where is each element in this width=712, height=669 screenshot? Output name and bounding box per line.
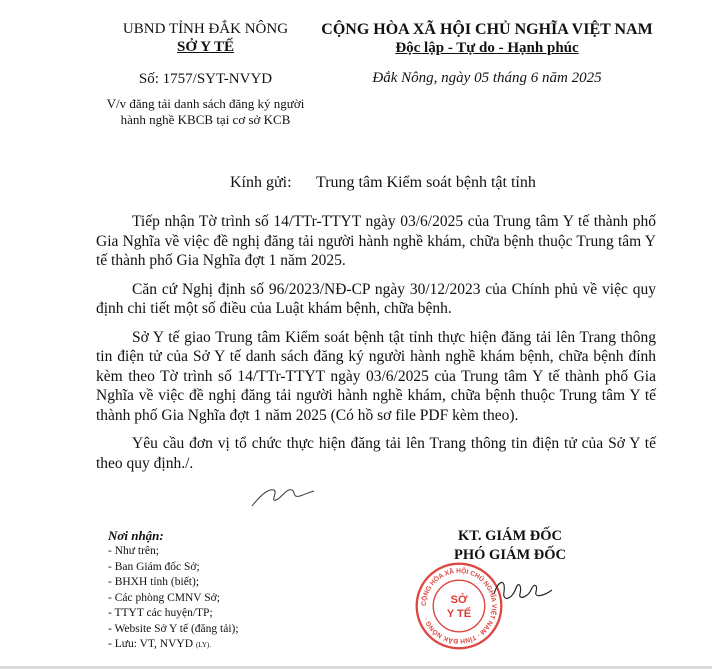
recipient-item: - BHXH tỉnh (biết); (108, 576, 200, 588)
body-paragraph-1: Tiếp nhận Tờ trình số 14/TTr-TTYT ngày 03/6/2025 của Trung tâm Y tế thành phố Gia Nghĩa về việc đề nghị đăng tải người hành nghề khám, chữa bệnh thuộc Trung tâm Y tế thành phố Gia Nghĩa đợt 1 năm 2025. (96, 213, 656, 269)
recipient-item-last (108, 637, 348, 654)
recipient-item: - TTYT các huyện/TP; (108, 607, 213, 619)
stamp-ring-text: CỘNG HÒA XÃ HỘI CHỦ NGHĨA VIỆT NAM · TỈNH ĐẮK NÔNG · (420, 567, 498, 645)
body-paragraph-3: Sở Y tế giao Trung tâm Kiểm soát bệnh tật tỉnh thực hiện đăng tải lên Trang thông tin điện tử của Sở Y tế danh sách đăng ký người hành nghề khám bệnh, chữa bệnh đính kèm theo Tờ trình số 14/TTr-TTYT ngày 03/6/2025 của Trung tâm Y tế thành phố Gia Nghĩa về việc đề nghị đăng tải người hành nghề khám, chữa bệnh thuộc Trung tâm Y tế thành phố Gia Nghĩa đợt 1 năm 2025 (Có hồ sơ file PDF kèm theo). (96, 328, 656, 424)
national-motto: Độc lập - Tự do - Hạnh phúc (395, 40, 579, 56)
recipients-title: Nơi nhận: (108, 528, 164, 543)
initial-signature-mark (248, 476, 318, 512)
stamp-center-line-2: Y TẾ (446, 608, 472, 621)
signer-line-2: PHÓ GIÁM ĐỐC (454, 547, 566, 563)
recipient-item: - Website Sở Y tế (đăng tải); (108, 622, 239, 635)
recipient-item: - Các phòng CMNV Sở; (108, 591, 220, 604)
signer-block (430, 527, 590, 565)
recipient-item: - Như trên; (108, 545, 159, 557)
recipient-item-text: - Lưu: VT, NVYD (108, 638, 194, 650)
recipients-list (108, 527, 348, 654)
signer-line-1: KT. GIÁM ĐỐC (457, 528, 563, 544)
salutation: Kính gửi: (230, 174, 292, 191)
addressee: Trung tâm Kiểm soát bệnh tật tỉnh (316, 174, 536, 191)
director-signature (488, 570, 558, 610)
recipient-item: - Ban Giám đốc Sở; (108, 560, 200, 573)
body-paragraph-2: Căn cứ Nghị định số 96/2023/NĐ-CP ngày 30/12/2023 của Chính phủ về việc quy định chi tiết một số điều của Luật khám bệnh, chữa bệnh. (96, 280, 656, 317)
body-paragraph-4: Yêu cầu đơn vị tổ chức thực hiện đăng tải lên Trang thông tin điện tử của Sở Y tế theo quy định./. (96, 435, 656, 472)
stamp-center-line-1: SỞ (450, 594, 468, 607)
place-and-date: Đắk Nông, ngày 05 tháng 6 năm 2025 (372, 70, 602, 86)
letter-body (96, 212, 656, 482)
issuing-agency-block (98, 20, 313, 128)
nation-title: CỘNG HÒA XÃ HỘI CHỦ NGHĨA VIỆT NAM (321, 21, 653, 38)
document-subject: V/v đăng tải danh sách đăng ký người hành nghề KBCB tại cơ sở KCB (106, 96, 305, 127)
national-header-block (312, 20, 662, 87)
document-number: Số: 1757/SYT-NVYD (138, 71, 273, 87)
recipient-item-suffix: (LY). (195, 641, 211, 649)
agency-parent: UBND TỈNH ĐẮK NÔNG (122, 21, 289, 37)
agency-name: SỞ Y TẾ (177, 39, 234, 55)
